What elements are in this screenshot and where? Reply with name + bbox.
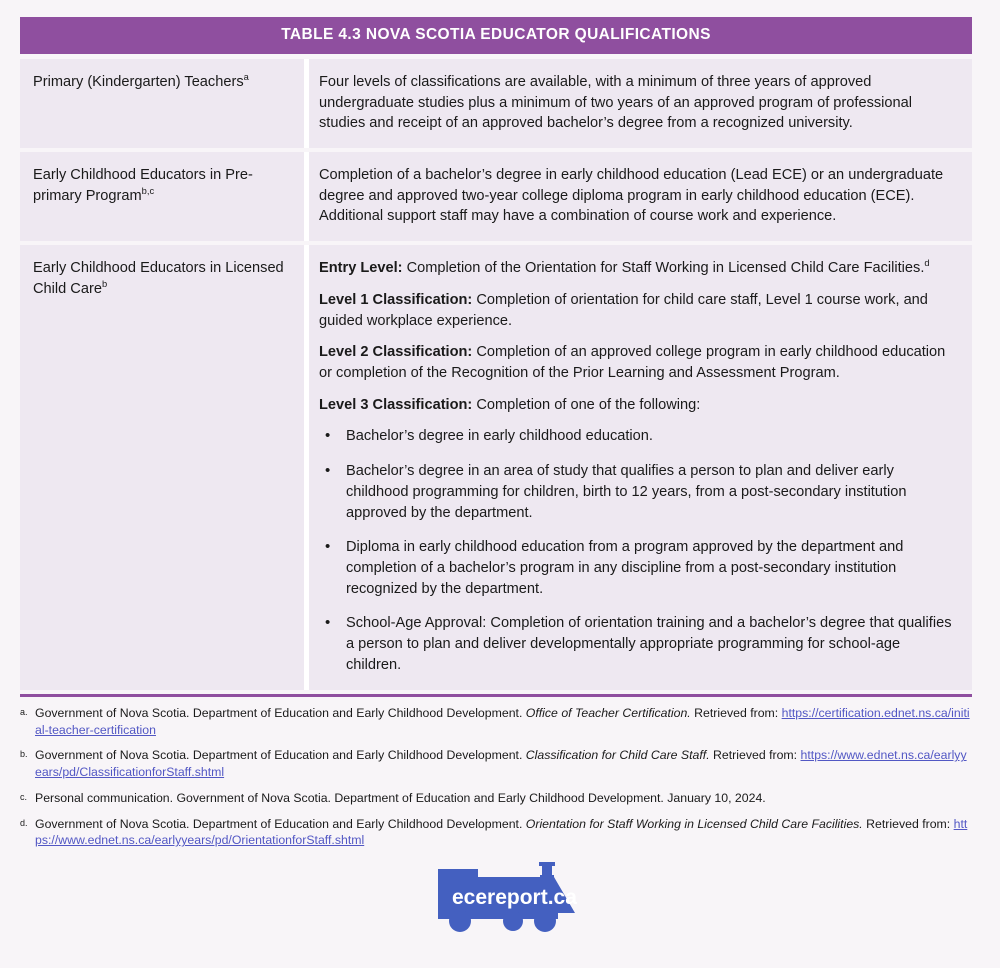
table-row bbox=[20, 152, 972, 241]
paragraph-text: Completion of orientation for child care staff, Level 1 course work, and guided workplace experience. bbox=[319, 291, 928, 329]
paragraph-text: Four levels of classifications are available, with a minimum of three years of approved undergraduate studies plus a minimum of two years of an approved program of professional studies and receipt of an approved bachelor’s degree from a recognized university. bbox=[319, 73, 912, 132]
footnotes-list bbox=[20, 705, 972, 858]
table-bottom-rule bbox=[20, 694, 972, 697]
row-label-text: Early Childhood Educators in Pre-primary Program bbox=[33, 166, 253, 204]
footnote-retrieved-label: Retrieved from: bbox=[862, 816, 954, 831]
footnote-title-italic: Orientation for Staff Working in Licensed Child Care Facilities. bbox=[525, 816, 863, 831]
footnote-prefix: Government of Nova Scotia. Department of Education and Early Childhood Development. bbox=[35, 748, 526, 763]
content-paragraph bbox=[319, 395, 956, 416]
footnote-marker: b. bbox=[20, 749, 28, 760]
list-item: • School-Age Approval: Completion of orientation training and a bachelor’s degree that qualifies a person to plan and deliver developmentally appropriate programming for school-age children. bbox=[319, 613, 956, 675]
footnote-retrieved-label: Retrieved from: bbox=[709, 748, 801, 763]
table-title: TABLE 4.3 NOVA SCOTIA EDUCATOR QUALIFICATIONS bbox=[20, 17, 972, 54]
paragraph-lead-label: Level 1 Classification: bbox=[319, 291, 473, 308]
list-item: • Bachelor’s degree in early childhood education. bbox=[319, 426, 956, 447]
train-locomotive-icon bbox=[435, 859, 585, 939]
footnote-link[interactable]: https://certification.ednet.ns.ca/initial-teacher-certification bbox=[35, 706, 970, 737]
row-content-cell bbox=[309, 59, 972, 148]
paragraph-lead-label: Level 2 Classification: bbox=[319, 344, 473, 361]
table-4-3 bbox=[20, 17, 972, 697]
ecereport-logo[interactable] bbox=[435, 859, 585, 939]
paragraph-text: Completion of one of the following: bbox=[472, 396, 701, 413]
content-paragraph bbox=[319, 165, 956, 227]
footnote-title-italic: Classification for Child Care Staff. bbox=[525, 748, 710, 763]
row-label-footnote-marker: b,c bbox=[141, 185, 155, 196]
row-label-footnote-marker: a bbox=[243, 71, 249, 82]
row-content-cell bbox=[309, 245, 972, 690]
row-label-text: Primary (Kindergarten) Teachers bbox=[33, 73, 244, 90]
content-paragraph bbox=[319, 258, 956, 279]
footnote-retrieved-label: Retrieved from: bbox=[690, 706, 782, 720]
footnote-marker: a. bbox=[20, 707, 28, 717]
table-body bbox=[20, 59, 972, 690]
footnote-text bbox=[35, 816, 972, 849]
logo-text: ecereport.ca bbox=[452, 886, 577, 909]
row-label-footnote-marker: b bbox=[101, 278, 108, 289]
row-content-cell bbox=[309, 152, 972, 241]
footnote-text bbox=[35, 705, 972, 738]
bullet-list bbox=[319, 426, 956, 675]
footnote-link[interactable]: https://www.ednet.ns.ca/earlyyears/pd/OrientationforStaff.shtml bbox=[35, 816, 968, 848]
content-paragraph bbox=[319, 72, 956, 134]
content-paragraph bbox=[319, 342, 956, 383]
paragraph-text: Completion of the Orientation for Staff Working in Licensed Child Care Facilities. bbox=[402, 260, 925, 277]
row-label-cell bbox=[20, 152, 304, 241]
footnote bbox=[20, 816, 972, 849]
footnote-prefix: Government of Nova Scotia. Department of Education and Early Childhood Development. bbox=[35, 816, 526, 831]
table-row bbox=[20, 245, 972, 690]
footnote-link[interactable]: https://www.ednet.ns.ca/earlyyears/pd/ClassificationforStaff.shtml bbox=[35, 748, 967, 780]
row-label-cell bbox=[20, 245, 304, 690]
footnote bbox=[20, 705, 972, 738]
list-item: • Bachelor’s degree in an area of study that qualifies a person to plan and deliver early childhood programming for children, birth to 12 years, from a post-secondary institution approved by the department. bbox=[319, 461, 956, 523]
list-item: • Diploma in early childhood education from a program approved by the department and completion of a bachelor’s program in any discipline from a post-secondary institution recognized by the department. bbox=[319, 537, 956, 599]
paragraph-lead-label: Level 3 Classification: bbox=[319, 396, 473, 413]
footnote-marker: d. bbox=[20, 817, 28, 828]
row-label-text: Early Childhood Educators in Licensed Child Care bbox=[33, 260, 284, 297]
footnote-text bbox=[35, 747, 972, 780]
footnote-title-italic: Office of Teacher Certification. bbox=[525, 706, 691, 720]
footnote bbox=[20, 747, 972, 780]
table-row bbox=[20, 59, 972, 148]
footnote-text bbox=[35, 790, 972, 807]
paragraph-footnote-marker: d bbox=[924, 258, 930, 269]
paragraph-lead-label: Entry Level: bbox=[319, 260, 403, 277]
footnote-prefix: Government of Nova Scotia. Department of Education and Early Childhood Development. bbox=[35, 706, 526, 720]
paragraph-text: Completion of an approved college program in early childhood education or completion of the Recognition of the Prior Learning and Assessment Program. bbox=[319, 344, 946, 381]
footnote-marker: c. bbox=[20, 791, 28, 802]
paragraph-text: Completion of a bachelor’s degree in early childhood education (Lead ECE) or an undergraduate degree and approved two-year college diploma program in early childhood education (ECE). Additional support staff may have a combination of course work and experience. bbox=[319, 166, 944, 225]
footnote bbox=[20, 790, 972, 807]
row-label-cell bbox=[20, 59, 304, 148]
content-paragraph bbox=[319, 290, 956, 331]
footnote-prefix: Personal communication. Government of Nova Scotia. Department of Education and Early Childhood Development. January 10, 2024. bbox=[35, 790, 766, 805]
